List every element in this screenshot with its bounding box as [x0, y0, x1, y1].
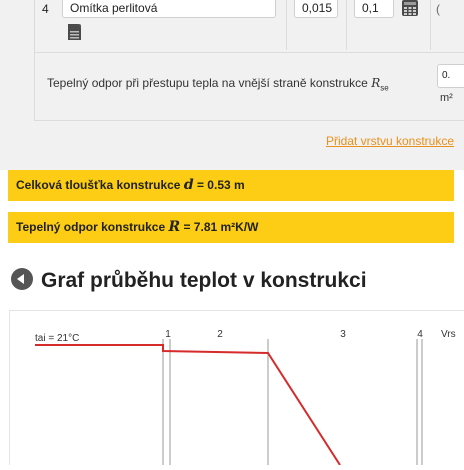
rse-label-text: Tepelný odpor při přestupu tepla na vnější straně konstrukce [47, 76, 368, 90]
rse-label [47, 76, 389, 92]
chart-section-heading [11, 268, 367, 293]
thickness-symbol: d [184, 177, 194, 193]
resistance-summary [8, 212, 454, 243]
rse-value: 0. [442, 70, 450, 81]
series-label: tai = 21°C [35, 333, 79, 344]
thickness-summary [8, 170, 454, 201]
thickness-summary-value: = 0.53 m [197, 178, 245, 192]
rse-symbol: R [371, 76, 380, 90]
rse-unit: m² [440, 92, 453, 104]
temperature-chart [9, 310, 464, 465]
resistance-summary-label: Tepelný odpor konstrukce [16, 220, 165, 234]
thickness-value: 0,015 [302, 1, 332, 15]
col-divider-2 [346, 0, 347, 50]
conductivity-value: 0,1 [362, 1, 379, 15]
resistance-symbol: R [168, 219, 180, 235]
row-separator [34, 52, 464, 53]
add-layer-link[interactable]: Přidat vrstvu konstrukce [326, 134, 454, 148]
material-input[interactable] [62, 0, 276, 18]
resistance-summary-value: = 7.81 m²K/W [183, 220, 258, 234]
document-icon[interactable] [68, 24, 81, 40]
col-divider-3 [430, 0, 431, 50]
unit-partial-top: ( [436, 2, 440, 16]
rse-row-bottom [34, 120, 464, 121]
col-divider-1 [286, 0, 287, 50]
layer-label-1: 1 [165, 329, 171, 340]
chart-svg [10, 311, 464, 465]
layer-label-4: 4 [417, 329, 423, 340]
layer-label-3: 3 [340, 329, 346, 340]
calculator-icon[interactable] [402, 0, 418, 16]
thickness-summary-label: Celková tloušťka konstrukce [16, 178, 180, 192]
layers-panel [0, 0, 464, 170]
rse-input[interactable] [437, 64, 464, 88]
collapse-arrow-icon[interactable] [11, 268, 33, 290]
conductivity-input[interactable] [354, 0, 394, 18]
temperature-line [35, 345, 340, 465]
thickness-input[interactable] [294, 0, 338, 18]
layer-number: 4 [42, 2, 49, 16]
section-title: Graf průběhu teplot v konstrukci [41, 269, 367, 292]
layer-label-2: 2 [217, 329, 223, 340]
rse-row-left [34, 52, 35, 120]
material-value: Omítka perlitová [70, 1, 157, 15]
layer-axis-label: Vrs [441, 329, 456, 340]
rse-subscript: se [380, 83, 388, 92]
